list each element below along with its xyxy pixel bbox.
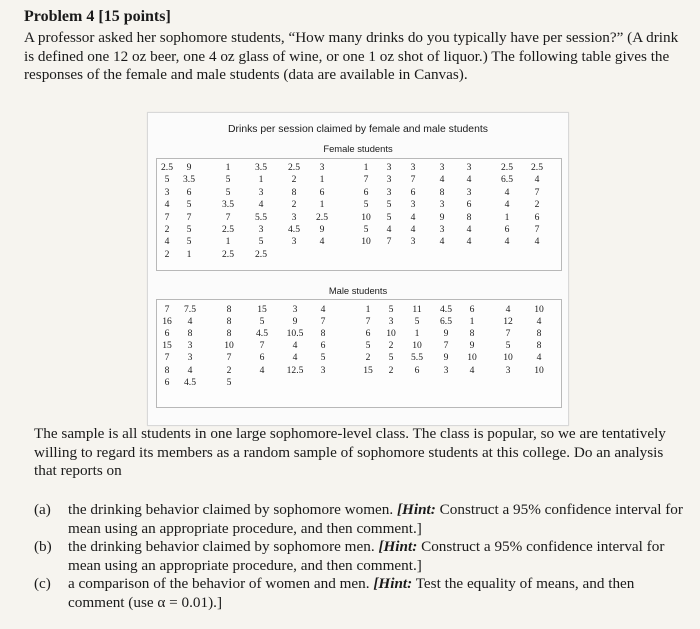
table-cell: 4 [292, 352, 298, 364]
table-cell: 6 [414, 364, 420, 376]
table-cell: 5 [225, 174, 231, 186]
table-cell: 5 [505, 340, 511, 352]
table-cell: 4 [187, 316, 193, 328]
table-cell: 3 [164, 186, 170, 198]
table-cell: 7 [386, 236, 392, 248]
table-cell: 2 [291, 174, 297, 186]
table-cell: 1 [225, 162, 231, 173]
table-cell: 1 [414, 328, 420, 340]
part-text: a comparison of the behavior of women and men. [68, 575, 374, 592]
table-cell: 7 [365, 316, 371, 328]
hint-text: Test the equality of means, and then comment (use α = 0.01).] [68, 575, 635, 611]
table-cell: 7 [505, 328, 511, 340]
table-cell: 7 [534, 224, 540, 235]
table-cell: 6 [469, 304, 475, 315]
table-cell: 10 [467, 352, 477, 364]
table-cell: 6 [164, 328, 170, 340]
table-cell: 2 [164, 248, 170, 260]
table-cell: 6 [320, 340, 326, 352]
table-cell: 3 [258, 224, 264, 235]
table-cell: 3 [291, 236, 297, 248]
table-cell: 7 [363, 174, 369, 186]
table-cell: 5 [386, 211, 392, 223]
table-cell: 5 [388, 352, 394, 364]
table-cell: 8 [291, 186, 297, 198]
figure-title: Drinks per session claimed by female and male students [228, 124, 488, 135]
table-cell: 11 [412, 304, 422, 315]
table-cell: 4 [534, 174, 540, 186]
table-cell: 1 [225, 236, 231, 248]
table-cell: 2 [164, 224, 170, 235]
table-cell: 12 [503, 316, 513, 328]
table-cell: 2.5 [255, 248, 267, 260]
table-cell: 7 [225, 211, 231, 223]
male-label: Male students [328, 285, 388, 296]
table-cell: 4.5 [184, 376, 196, 388]
table-cell: 10 [412, 340, 422, 352]
table-cell: 7 [443, 340, 449, 352]
part-text: the drinking behavior claimed by sophomore women. [68, 501, 397, 518]
question-part [34, 501, 694, 538]
table-cell: 9 [439, 211, 445, 223]
table-cell: 9 [186, 162, 192, 173]
hint-text: Construct a 95% confidence interval for mean using an appropriate procedure, and then comment.] [68, 501, 683, 537]
table-cell: 2.5 [501, 162, 513, 173]
table-cell: 4 [466, 224, 472, 235]
table-cell: 4 [410, 211, 416, 223]
table-cell: 8 [466, 211, 472, 223]
table-cell: 3 [466, 186, 472, 198]
table-cell: 8 [226, 328, 232, 340]
table-cell: 3 [410, 162, 416, 173]
table-cell: 2.5 [531, 162, 543, 173]
table-cell: 8 [439, 186, 445, 198]
table-cell: 15 [363, 364, 373, 376]
table-cell: 1 [319, 199, 325, 211]
table-cell: 5 [386, 199, 392, 211]
table-cell: 3 [466, 162, 472, 173]
table-cell: 1 [186, 248, 192, 260]
table-cell: 6 [259, 352, 265, 364]
table-cell: 4 [319, 236, 325, 248]
table-cell: 5.5 [255, 211, 267, 223]
table-cell: 4.5 [288, 224, 300, 235]
part-label: (b) [34, 538, 52, 555]
table-cell: 4 [469, 364, 475, 376]
table-cell: 5 [388, 304, 394, 315]
table-cell: 5 [226, 376, 232, 388]
table-cell: 4.5 [256, 328, 268, 340]
table-cell: 1 [504, 211, 510, 223]
table-cell: 4 [258, 199, 264, 211]
table-cell: 16 [162, 316, 172, 328]
table-cell: 5 [186, 199, 192, 211]
table-cell: 4 [534, 236, 540, 248]
table-cell: 2 [534, 199, 540, 211]
table-cell: 7 [164, 304, 170, 315]
table-cell: 15 [257, 304, 267, 315]
table-cell: 7 [164, 352, 170, 364]
table-cell: 1 [365, 304, 371, 315]
question-part [34, 575, 694, 612]
part-label: (c) [34, 575, 51, 592]
table-cell: 1 [363, 162, 369, 173]
table-cell: 7 [410, 174, 416, 186]
table-cell: 5 [258, 236, 264, 248]
table-cell: 6 [186, 186, 192, 198]
table-cell: 6.5 [440, 316, 452, 328]
table-cell: 1 [258, 174, 264, 186]
hint-label: [Hint: [378, 538, 418, 555]
table-cell: 2 [291, 199, 297, 211]
table-cell: 10 [361, 211, 371, 223]
table-cell: 4 [164, 199, 170, 211]
data-table-figure [147, 112, 569, 426]
table-cell: 9 [443, 328, 449, 340]
table-cell: 3 [439, 224, 445, 235]
table-cell: 4 [466, 236, 472, 248]
table-cell: 5.5 [411, 352, 423, 364]
problem-context: The sample is all students in one large sophomore-level class. The class is popular, so we are tentatively willing to regard its members as a random sample of sophomore students at this college. Do an analysis that reports on [34, 425, 666, 479]
table-cell: 8 [187, 328, 193, 340]
table-cell: 4 [410, 224, 416, 235]
table-cell: 8 [536, 328, 542, 340]
table-cell: 10 [534, 304, 544, 315]
table-cell: 4 [466, 174, 472, 186]
table-cell: 7 [259, 340, 265, 352]
problem-intro: A professor asked her sophomore students, “How many drinks do you typically have per session?” (A drink is defined one 12 oz beer, one 4 oz glass of wine, or one 1 oz shot of liquor.) The following table gives the responses of the female and male students (data are available in Canvas). [24, 29, 679, 83]
table-cell: 3 [386, 174, 392, 186]
table-cell: 10.5 [286, 328, 304, 340]
male-data-grid [156, 299, 562, 408]
table-cell: 5 [363, 199, 369, 211]
table-cell: 4.5 [440, 304, 452, 315]
hint-text: Construct a 95% confidence interval for mean using an appropriate procedure, and then comment.] [68, 538, 665, 574]
table-cell: 3 [388, 316, 394, 328]
table-cell: 2 [388, 340, 394, 352]
table-cell: 6 [466, 199, 472, 211]
table-cell: 4 [320, 304, 326, 315]
table-cell: 10 [503, 352, 513, 364]
female-label: Female students [323, 143, 393, 154]
table-cell: 2.5 [222, 224, 234, 235]
table-cell: 6 [319, 186, 325, 198]
question-parts [34, 501, 694, 612]
table-cell: 9 [319, 224, 325, 235]
table-cell: 7 [186, 211, 192, 223]
table-cell: 2.5 [316, 211, 328, 223]
part-text: the drinking behavior claimed by sophomore men. [68, 538, 379, 555]
hint-label: [Hint: [397, 501, 436, 518]
table-cell: 9 [469, 340, 475, 352]
table-cell: 3 [386, 162, 392, 173]
table-cell: 4 [187, 364, 193, 376]
table-cell: 7 [534, 186, 540, 198]
table-cell: 3 [187, 340, 193, 352]
table-cell: 4 [536, 316, 542, 328]
table-cell: 1 [469, 316, 475, 328]
table-cell: 2 [226, 364, 232, 376]
table-cell: 3.5 [222, 199, 234, 211]
table-cell: 6 [164, 376, 170, 388]
table-cell: 3 [439, 199, 445, 211]
female-data-grid [156, 158, 562, 271]
table-cell: 4 [504, 236, 510, 248]
table-cell: 6 [410, 186, 416, 198]
table-cell: 9 [443, 352, 449, 364]
table-cell: 5 [363, 224, 369, 235]
table-cell: 3 [320, 364, 326, 376]
table-cell: 15 [162, 340, 172, 352]
table-cell: 3 [187, 352, 193, 364]
table-cell: 6 [534, 211, 540, 223]
table-cell: 3 [410, 199, 416, 211]
table-cell: 5 [414, 316, 420, 328]
table-cell: 4 [439, 174, 445, 186]
table-cell: 4 [292, 340, 298, 352]
table-cell: 2.5 [288, 162, 300, 173]
table-cell: 10 [534, 364, 544, 376]
table-cell: 4 [259, 364, 265, 376]
table-cell: 3 [292, 304, 298, 315]
table-cell: 5 [320, 352, 326, 364]
table-cell: 4 [439, 236, 445, 248]
table-cell: 3 [291, 211, 297, 223]
problem-heading: Problem 4 [15 points] [24, 8, 171, 25]
table-cell: 8 [320, 328, 326, 340]
table-cell: 3 [319, 162, 325, 173]
table-cell: 2 [365, 352, 371, 364]
table-cell: 8 [164, 364, 170, 376]
table-cell: 10 [386, 328, 396, 340]
table-cell: 5 [186, 224, 192, 235]
table-cell: 4 [386, 224, 392, 235]
table-cell: 3 [410, 236, 416, 248]
table-cell: 10 [361, 236, 371, 248]
table-cell: 8 [226, 316, 232, 328]
table-cell: 3 [258, 186, 264, 198]
table-cell: 5 [164, 174, 170, 186]
table-cell: 6.5 [501, 174, 513, 186]
table-cell: 2.5 [222, 248, 234, 260]
hint-label: [Hint: [373, 575, 413, 592]
table-cell: 3.5 [183, 174, 195, 186]
table-cell: 3 [443, 364, 449, 376]
table-cell: 7.5 [184, 304, 196, 315]
table-cell: 5 [365, 340, 371, 352]
table-cell: 5 [225, 186, 231, 198]
table-cell: 6 [365, 328, 371, 340]
table-cell: 3.5 [255, 162, 267, 173]
table-cell: 10 [224, 340, 234, 352]
table-cell: 12.5 [286, 364, 304, 376]
table-cell: 7 [164, 211, 170, 223]
table-cell: 8 [536, 340, 542, 352]
table-cell: 2 [388, 364, 394, 376]
table-cell: 2.5 [161, 162, 173, 173]
table-cell: 4 [504, 186, 510, 198]
table-cell: 7 [320, 316, 326, 328]
table-cell: 8 [226, 304, 232, 315]
table-cell: 4 [504, 199, 510, 211]
question-part [34, 538, 694, 575]
table-cell: 4 [505, 304, 511, 315]
table-cell: 6 [363, 186, 369, 198]
part-label: (a) [34, 501, 51, 518]
table-cell: 8 [469, 328, 475, 340]
table-cell: 6 [504, 224, 510, 235]
table-cell: 5 [186, 236, 192, 248]
table-cell: 9 [292, 316, 298, 328]
table-cell: 7 [226, 352, 232, 364]
table-cell: 1 [319, 174, 325, 186]
table-cell: 3 [386, 186, 392, 198]
table-cell: 4 [536, 352, 542, 364]
table-cell: 5 [259, 316, 265, 328]
table-cell: 4 [164, 236, 170, 248]
table-cell: 3 [505, 364, 511, 376]
table-cell: 3 [439, 162, 445, 173]
